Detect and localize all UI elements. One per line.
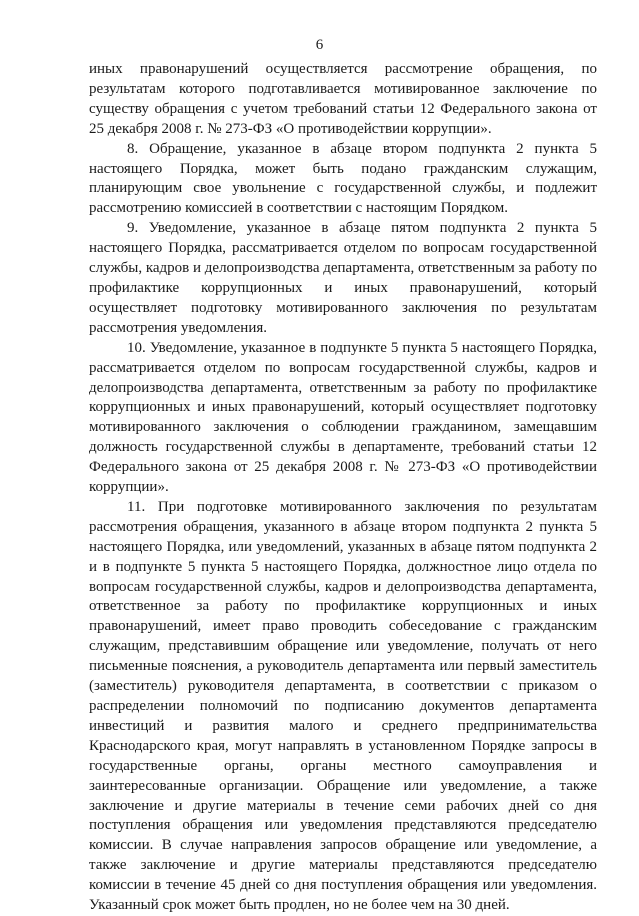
paragraph-item-10: 10. Уведомление, указанное в подпункте 5 пункта 5 настоящего Порядка, рассматривается отделом по вопросам государственной службы, кадров и делопроизводства департамента, ответственным за работу по профилактике коррупционных и иных правонарушений, который осуществляет подготовку мотивированного заключения о соблюдении гражданином, замещавшим должность государственной службы в департаменте, требований статьи 12 Федерального закона от 25 декабря 2008 г. № 273-ФЗ «О противодействии коррупции». — [89, 339, 597, 496]
paragraph-continuation: иных правонарушений осуществляется рассмотрение обращения, по результатам которого подготавливается мотивированное заключение по существу обращения с учетом требований статьи 12 Федерального закона от 25 декабря 2008 г. № 273-ФЗ «О противодействии коррупции». — [89, 61, 597, 137]
paragraph-item-11: 11. При подготовке мотивированного заключения по результатам рассмотрения обращения, указанного в абзаце втором подпункта 2 пункта 5 настоящего Порядка, или уведомлений, указанных в абзаце пятом подпункта 2 и в подпункте 5 пункта 5 настоящего Порядка, должностное лицо отдела по вопросам государственной службы, кадров и делопроизводства департамента, ответственное за работу по профилактике коррупционных и иных правонарушений, имеет право проводить собеседование с гражданским служащим, представившим обращение или уведомление, получать от него письменные пояснения, а руководитель департамента или первый заместитель (заместитель) руководителя департамента, в соответствии с приказом о распределении полномочий по подписанию документов департамента инвестиций и развития малого и среднего предпринимательства Краснодарского края, могут направлять в установленном Порядке запросы в государственные органы, органы местного самоуправления и заинтересованные организации. Обращение или уведомление, а также заключение и другие материалы в течение семи рабочих дней со дня поступления обращения или уведомления представляются председателю комиссии. В случае направления запросов обращение или уведомление, а также заключение и другие материалы представляются председателю комиссии в течение 45 дней со дня поступления обращения или уведомления. Указанный срок может быть продлен, но не более чем на 30 дней. — [89, 498, 597, 914]
page-number: 6 — [315, 37, 324, 53]
paragraph-item-8: 8. Обращение, указанное в абзаце втором подпункта 2 пункта 5 настоящего Порядка, может быть подано гражданским служащим, планирующим свое увольнение с государственной службы, и подлежит рассмотрению комиссией в соответствии с настоящим Порядком. — [89, 140, 597, 217]
paragraph-item-9: 9. Уведомление, указанное в абзаце пятом подпункта 2 пункта 5 настоящего Порядка, рассматривается отделом по вопросам государственной службы, кадров и делопроизводства департамента, ответственным за работу по профилактике коррупционных и иных правонарушений, который осуществляет подготовку мотивированного заключения по результатам рассмотрения уведомления. — [89, 220, 598, 336]
document-body — [89, 60, 597, 916]
